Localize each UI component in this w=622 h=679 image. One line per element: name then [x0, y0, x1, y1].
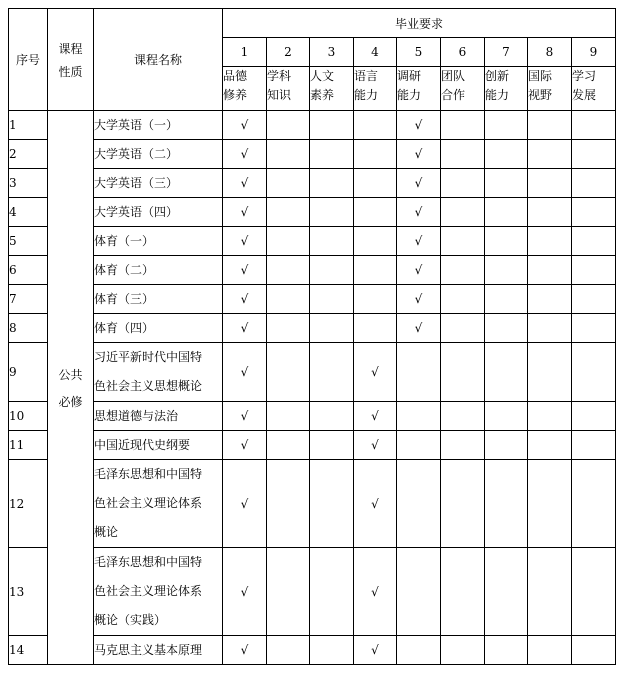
requirement-cell-1	[223, 460, 267, 548]
course-name	[94, 314, 223, 343]
header-course-type	[48, 9, 94, 111]
requirement-label-line2: 能力	[354, 88, 379, 102]
course-name	[94, 111, 223, 140]
requirement-cell-9	[572, 460, 616, 548]
requirement-cell-7	[485, 431, 528, 460]
requirement-cell-8	[528, 402, 572, 431]
course-seq: 6	[9, 256, 48, 285]
requirement-label-line2: 素养	[310, 88, 335, 102]
course-name-line: 体育（一）	[94, 234, 155, 248]
requirement-cell-2	[267, 548, 310, 636]
course-seq: 9	[9, 343, 48, 402]
requirement-cell-8	[528, 169, 572, 198]
requirement-cell-4	[354, 285, 397, 314]
course-type-line1: 公共	[58, 367, 83, 382]
check-mark-icon: √	[240, 234, 249, 248]
requirement-cell-4	[354, 460, 397, 548]
course-name-line: 体育（三）	[94, 292, 155, 306]
check-mark-icon: √	[414, 118, 423, 132]
header-graduation-requirements: 毕业要求	[223, 9, 616, 38]
requirement-cell-9	[572, 140, 616, 169]
requirement-cell-6	[441, 227, 485, 256]
requirement-label-line1: 调研	[397, 69, 422, 83]
requirement-cell-5	[397, 256, 441, 285]
requirement-cell-6	[441, 431, 485, 460]
course-seq: 11	[9, 431, 48, 460]
check-mark-icon: √	[240, 292, 249, 306]
requirement-label-6	[441, 67, 485, 111]
requirement-cell-8	[528, 256, 572, 285]
requirement-cell-8	[528, 636, 572, 665]
check-mark-icon: √	[240, 321, 249, 335]
course-name-line: 色社会主义思想概论	[94, 379, 203, 393]
requirement-cell-1	[223, 169, 267, 198]
requirement-label-line2: 合作	[441, 88, 466, 102]
requirement-cell-9	[572, 314, 616, 343]
requirement-label-1	[223, 67, 267, 111]
requirement-cell-9	[572, 285, 616, 314]
course-type-line2: 必修	[58, 394, 83, 409]
requirement-number-1: 1	[223, 38, 267, 67]
requirement-cell-6	[441, 314, 485, 343]
requirement-cell-1	[223, 227, 267, 256]
requirement-cell-2	[267, 285, 310, 314]
check-mark-icon: √	[414, 147, 423, 161]
requirement-cell-3	[310, 548, 354, 636]
requirement-cell-6	[441, 285, 485, 314]
course-name-line: 毛泽东思想和中国特	[94, 555, 203, 569]
course-name-line: 大学英语（四）	[94, 205, 179, 219]
requirement-cell-1	[223, 198, 267, 227]
course-name-line: 马克思主义基本原理	[94, 643, 203, 657]
course-seq: 3	[9, 169, 48, 198]
requirement-cell-3	[310, 314, 354, 343]
check-mark-icon: √	[240, 438, 249, 452]
course-name	[94, 548, 223, 636]
requirement-cell-4	[354, 169, 397, 198]
requirement-label-line2: 知识	[267, 88, 292, 102]
course-name	[94, 227, 223, 256]
requirement-label-line1: 团队	[441, 69, 466, 83]
requirement-cell-6	[441, 111, 485, 140]
course-name	[94, 198, 223, 227]
requirement-label-3	[310, 67, 354, 111]
requirement-cell-2	[267, 314, 310, 343]
course-seq: 12	[9, 460, 48, 548]
course-name-line: 概论	[94, 525, 119, 539]
course-name-line: 毛泽东思想和中国特	[94, 467, 203, 481]
requirement-cell-6	[441, 548, 485, 636]
requirement-label-line1: 学习	[572, 69, 597, 83]
requirement-label-2	[267, 67, 310, 111]
requirement-cell-1	[223, 314, 267, 343]
check-mark-icon: √	[371, 643, 379, 657]
course-row	[9, 460, 616, 548]
course-type-cell	[48, 111, 94, 665]
course-row	[9, 548, 616, 636]
requirement-cell-6	[441, 140, 485, 169]
requirement-cell-5	[397, 198, 441, 227]
requirement-label-line2: 发展	[572, 88, 597, 102]
course-row	[9, 636, 616, 665]
check-mark-icon: √	[371, 584, 379, 599]
check-mark-icon: √	[371, 365, 379, 379]
requirement-cell-4	[354, 402, 397, 431]
requirement-cell-9	[572, 431, 616, 460]
course-row	[9, 140, 616, 169]
requirement-cell-5	[397, 169, 441, 198]
requirement-cell-2	[267, 343, 310, 402]
requirement-cell-5	[397, 140, 441, 169]
requirement-label-line2: 视野	[528, 88, 553, 102]
requirement-cell-3	[310, 169, 354, 198]
requirement-number-2: 2	[267, 38, 310, 67]
requirement-cell-7	[485, 548, 528, 636]
course-row	[9, 198, 616, 227]
requirement-cell-8	[528, 431, 572, 460]
requirement-cell-1	[223, 402, 267, 431]
course-name-line: 体育（四）	[94, 321, 155, 335]
header-course-type-line2: 性质	[58, 64, 83, 79]
requirement-cell-1	[223, 256, 267, 285]
requirement-cell-4	[354, 256, 397, 285]
requirement-cell-6	[441, 402, 485, 431]
course-seq: 10	[9, 402, 48, 431]
requirement-cell-7	[485, 169, 528, 198]
course-name-line: 中国近现代史纲要	[94, 438, 191, 452]
requirement-label-9	[572, 67, 616, 111]
requirement-cell-2	[267, 227, 310, 256]
course-name-line: 习近平新时代中国特	[94, 350, 203, 364]
requirement-cell-3	[310, 111, 354, 140]
requirement-cell-5	[397, 285, 441, 314]
requirement-cell-2	[267, 431, 310, 460]
check-mark-icon: √	[414, 292, 423, 306]
check-mark-icon: √	[240, 496, 249, 511]
requirement-cell-7	[485, 402, 528, 431]
course-row	[9, 227, 616, 256]
requirement-cell-5	[397, 402, 441, 431]
requirement-label-line1: 学科	[267, 69, 292, 83]
requirement-cell-3	[310, 431, 354, 460]
requirement-number-3: 3	[310, 38, 354, 67]
course-seq: 4	[9, 198, 48, 227]
course-name	[94, 169, 223, 198]
course-name	[94, 140, 223, 169]
requirement-cell-3	[310, 256, 354, 285]
check-mark-icon: √	[414, 263, 423, 277]
course-name-line: 色社会主义理论体系	[94, 496, 203, 510]
requirement-cell-8	[528, 198, 572, 227]
requirement-cell-9	[572, 256, 616, 285]
requirement-cell-3	[310, 636, 354, 665]
course-name	[94, 256, 223, 285]
check-mark-icon: √	[240, 147, 249, 161]
requirement-cell-1	[223, 636, 267, 665]
check-mark-icon: √	[240, 263, 249, 277]
requirement-label-line1: 创新	[485, 69, 510, 83]
requirement-cell-4	[354, 548, 397, 636]
header-seq: 序号	[9, 9, 48, 111]
requirement-cell-8	[528, 285, 572, 314]
course-seq: 14	[9, 636, 48, 665]
requirement-cell-3	[310, 343, 354, 402]
course-row	[9, 256, 616, 285]
header-course-type-line1: 课程	[58, 41, 83, 56]
requirement-label-8	[528, 67, 572, 111]
requirement-number-6: 6	[441, 38, 485, 67]
requirement-cell-1	[223, 431, 267, 460]
requirement-cell-5	[397, 111, 441, 140]
course-name	[94, 460, 223, 548]
requirement-cell-8	[528, 227, 572, 256]
check-mark-icon: √	[414, 176, 423, 190]
requirement-cell-3	[310, 227, 354, 256]
check-mark-icon: √	[240, 409, 249, 423]
requirement-cell-5	[397, 314, 441, 343]
course-seq: 7	[9, 285, 48, 314]
course-seq: 1	[9, 111, 48, 140]
check-mark-icon: √	[240, 365, 249, 379]
course-name-line: 大学英语（二）	[94, 147, 179, 161]
requirement-label-line2: 能力	[397, 88, 422, 102]
requirement-label-line1: 语言	[354, 69, 379, 83]
course-name-line: 大学英语（三）	[94, 176, 179, 190]
requirement-cell-1	[223, 343, 267, 402]
requirement-cell-8	[528, 111, 572, 140]
requirement-cell-4	[354, 111, 397, 140]
course-seq: 2	[9, 140, 48, 169]
requirement-cell-2	[267, 140, 310, 169]
requirement-number-9: 9	[572, 38, 616, 67]
requirement-cell-9	[572, 343, 616, 402]
check-mark-icon: √	[240, 643, 249, 657]
course-seq: 5	[9, 227, 48, 256]
requirement-cell-9	[572, 198, 616, 227]
requirement-cell-2	[267, 636, 310, 665]
requirement-cell-8	[528, 460, 572, 548]
requirement-cell-8	[528, 140, 572, 169]
course-row	[9, 169, 616, 198]
course-seq: 8	[9, 314, 48, 343]
requirement-cell-4	[354, 314, 397, 343]
course-row	[9, 431, 616, 460]
requirement-cell-7	[485, 256, 528, 285]
requirement-cell-6	[441, 198, 485, 227]
requirement-cell-8	[528, 343, 572, 402]
requirement-cell-2	[267, 169, 310, 198]
course-name	[94, 431, 223, 460]
requirement-cell-2	[267, 460, 310, 548]
requirement-cell-4	[354, 343, 397, 402]
course-name-line: 思想道德与法治	[94, 409, 179, 423]
requirement-cell-7	[485, 314, 528, 343]
course-name-line: 概论（实践）	[94, 613, 167, 627]
course-row	[9, 314, 616, 343]
requirement-cell-9	[572, 169, 616, 198]
course-row	[9, 285, 616, 314]
course-row	[9, 343, 616, 402]
requirement-cell-6	[441, 460, 485, 548]
requirement-label-line1: 人文	[310, 69, 335, 83]
requirement-cell-1	[223, 111, 267, 140]
requirement-cell-3	[310, 198, 354, 227]
requirement-cell-7	[485, 198, 528, 227]
course-name-line: 色社会主义理论体系	[94, 584, 203, 598]
requirement-cell-3	[310, 285, 354, 314]
requirement-cell-2	[267, 402, 310, 431]
requirement-cell-9	[572, 636, 616, 665]
requirement-cell-7	[485, 285, 528, 314]
course-row	[9, 111, 616, 140]
requirement-label-line2: 修养	[223, 88, 248, 102]
requirement-cell-4	[354, 636, 397, 665]
requirement-cell-7	[485, 227, 528, 256]
requirement-cell-2	[267, 256, 310, 285]
header-row-1	[9, 9, 616, 38]
requirement-cell-3	[310, 402, 354, 431]
requirement-cell-3	[310, 140, 354, 169]
requirement-cell-9	[572, 111, 616, 140]
requirement-cell-7	[485, 111, 528, 140]
requirement-cell-7	[485, 343, 528, 402]
requirement-cell-9	[572, 548, 616, 636]
requirement-cell-6	[441, 636, 485, 665]
requirement-label-line2: 能力	[485, 88, 510, 102]
course-row	[9, 402, 616, 431]
requirement-label-line1: 国际	[528, 69, 553, 83]
requirement-label-7	[485, 67, 528, 111]
check-mark-icon: √	[371, 409, 379, 423]
requirement-cell-8	[528, 548, 572, 636]
requirement-cell-1	[223, 140, 267, 169]
course-name-line: 体育（二）	[94, 263, 155, 277]
requirement-cell-3	[310, 460, 354, 548]
requirement-cell-4	[354, 140, 397, 169]
requirement-cell-6	[441, 169, 485, 198]
course-name	[94, 402, 223, 431]
requirement-cell-7	[485, 140, 528, 169]
requirement-number-7: 7	[485, 38, 528, 67]
course-name	[94, 636, 223, 665]
requirement-cell-7	[485, 460, 528, 548]
requirement-number-4: 4	[354, 38, 397, 67]
requirement-cell-7	[485, 636, 528, 665]
check-mark-icon: √	[240, 176, 249, 190]
requirement-cell-6	[441, 343, 485, 402]
check-mark-icon: √	[240, 118, 249, 132]
requirement-cell-8	[528, 314, 572, 343]
requirement-label-line1: 品德	[223, 69, 248, 83]
requirement-cell-4	[354, 227, 397, 256]
requirement-cell-5	[397, 636, 441, 665]
check-mark-icon: √	[414, 234, 423, 248]
requirement-cell-6	[441, 256, 485, 285]
requirement-cell-5	[397, 343, 441, 402]
requirement-cell-5	[397, 431, 441, 460]
requirement-cell-5	[397, 548, 441, 636]
requirement-cell-1	[223, 285, 267, 314]
requirement-cell-5	[397, 227, 441, 256]
requirement-cell-9	[572, 227, 616, 256]
check-mark-icon: √	[414, 205, 423, 219]
check-mark-icon: √	[240, 205, 249, 219]
check-mark-icon: √	[371, 438, 379, 452]
course-name	[94, 285, 223, 314]
requirement-number-5: 5	[397, 38, 441, 67]
header-course-name: 课程名称	[94, 9, 223, 111]
requirement-cell-2	[267, 111, 310, 140]
requirement-cell-9	[572, 402, 616, 431]
requirement-cell-4	[354, 198, 397, 227]
course-name	[94, 343, 223, 402]
check-mark-icon: √	[371, 496, 379, 511]
requirement-label-5	[397, 67, 441, 111]
requirement-cell-1	[223, 548, 267, 636]
requirement-number-8: 8	[528, 38, 572, 67]
requirement-cell-5	[397, 460, 441, 548]
requirement-label-4	[354, 67, 397, 111]
check-mark-icon: √	[240, 584, 249, 599]
check-mark-icon: √	[414, 321, 423, 335]
course-seq: 13	[9, 548, 48, 636]
requirement-cell-4	[354, 431, 397, 460]
course-name-line: 大学英语（一）	[94, 118, 179, 132]
curriculum-matrix-table	[8, 8, 616, 665]
requirement-cell-2	[267, 198, 310, 227]
